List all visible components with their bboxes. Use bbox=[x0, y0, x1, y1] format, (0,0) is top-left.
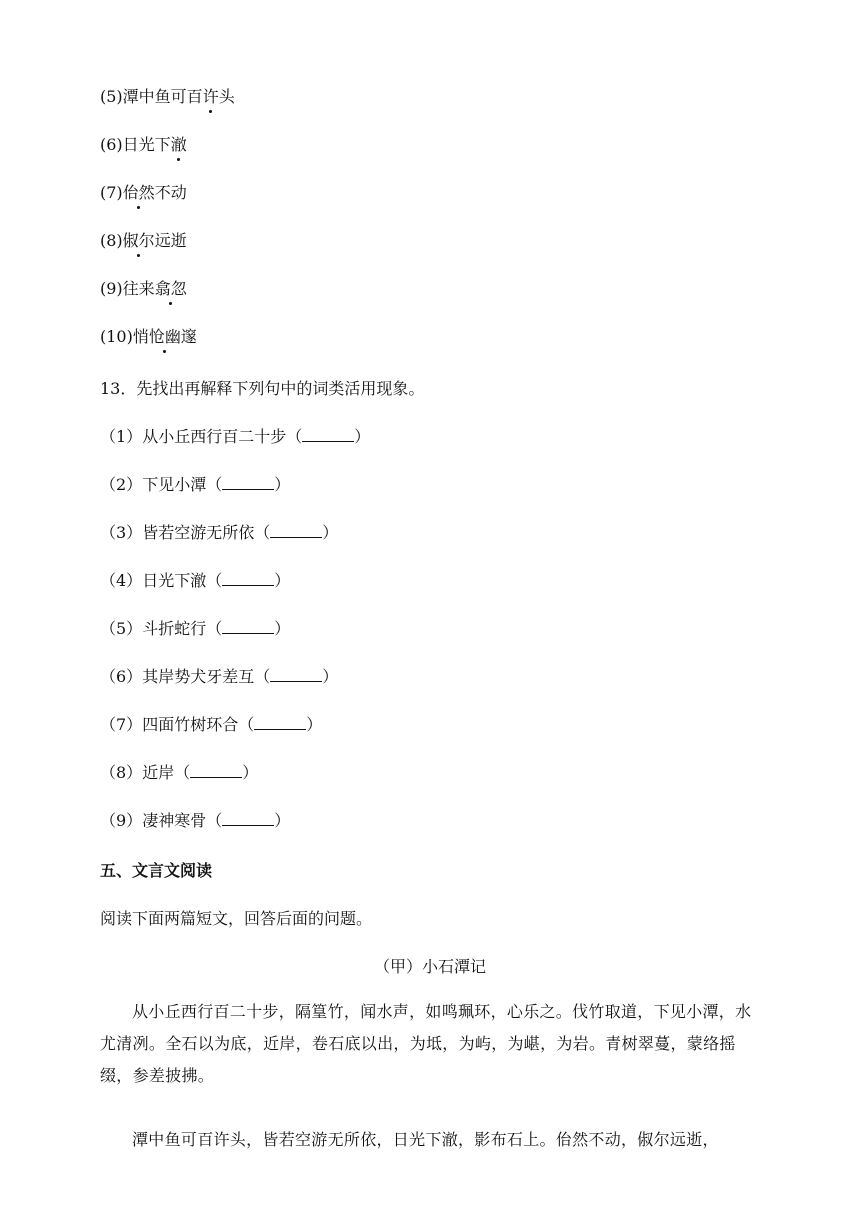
definition-item: (6)日光下澈 bbox=[100, 135, 187, 154]
definition-item: (5)潭中鱼可百许头 bbox=[100, 87, 235, 106]
dotted-term: 翕忽 bbox=[154, 279, 187, 298]
list-item: （2）下见小潭（ ） bbox=[100, 475, 291, 494]
answer-blank[interactable] bbox=[254, 717, 306, 730]
dotted-term: 悄怆幽邃 bbox=[132, 327, 197, 346]
section-heading: 五、文言文阅读 bbox=[100, 861, 213, 880]
answer-blank[interactable] bbox=[222, 621, 274, 634]
answer-blank[interactable] bbox=[190, 765, 242, 778]
dotted-term: 澈 bbox=[170, 135, 187, 154]
definition-item: (9)往来翕忽 bbox=[100, 279, 187, 298]
dotted-term: 俶尔 bbox=[122, 231, 155, 250]
definition-item: (7)佁然不动 bbox=[100, 183, 187, 202]
list-item: （6）其岸势犬牙差互（ ） bbox=[100, 667, 339, 686]
list-item: （5）斗折蛇行（ ） bbox=[100, 619, 291, 638]
definition-item: (10)悄怆幽邃 bbox=[100, 327, 197, 346]
answer-blank[interactable] bbox=[222, 813, 274, 826]
passage-paragraph: 潭中鱼可百许头，皆若空游无所依，日光下澈，影布石上。佁然不动，俶尔远逝， bbox=[132, 1130, 719, 1149]
list-item: （4）日光下澈（ ） bbox=[100, 571, 291, 590]
answer-blank[interactable] bbox=[302, 429, 354, 442]
passage-title: （甲）小石潭记 bbox=[373, 957, 486, 976]
list-item: （9）凄神寒骨（ ） bbox=[100, 811, 291, 830]
list-item: （3）皆若空游无所依（ ） bbox=[100, 523, 339, 542]
definition-item: (8)俶尔远逝 bbox=[100, 231, 187, 250]
answer-blank[interactable] bbox=[270, 669, 322, 682]
answer-blank[interactable] bbox=[222, 477, 274, 490]
list-item: （1）从小丘西行百二十步（ ） bbox=[100, 427, 371, 446]
list-item: （8）近岸（ ） bbox=[100, 763, 259, 782]
answer-blank[interactable] bbox=[222, 573, 274, 586]
passage-paragraph: 从小丘西行百二十步，隔篁竹，闻水声，如鸣珮环，心乐之。伐竹取道，下见小潭，水尤清冽。全石以为底，近岸，卷石底以出，为坻，为屿，为嵁，为岩。青树翠蔓，蒙络摇缀，参差披拂。 bbox=[100, 1002, 752, 1085]
question-title: 13．先找出再解释下列句中的词类活用现象。 bbox=[100, 379, 425, 398]
section-instruction: 阅读下面两篇短文，回答后面的问题。 bbox=[100, 909, 373, 928]
answer-blank[interactable] bbox=[270, 525, 322, 538]
list-item: （7）四面竹树环合（ ） bbox=[100, 715, 323, 734]
dotted-term: 许 bbox=[202, 87, 219, 106]
dotted-term: 佁然 bbox=[122, 183, 155, 202]
